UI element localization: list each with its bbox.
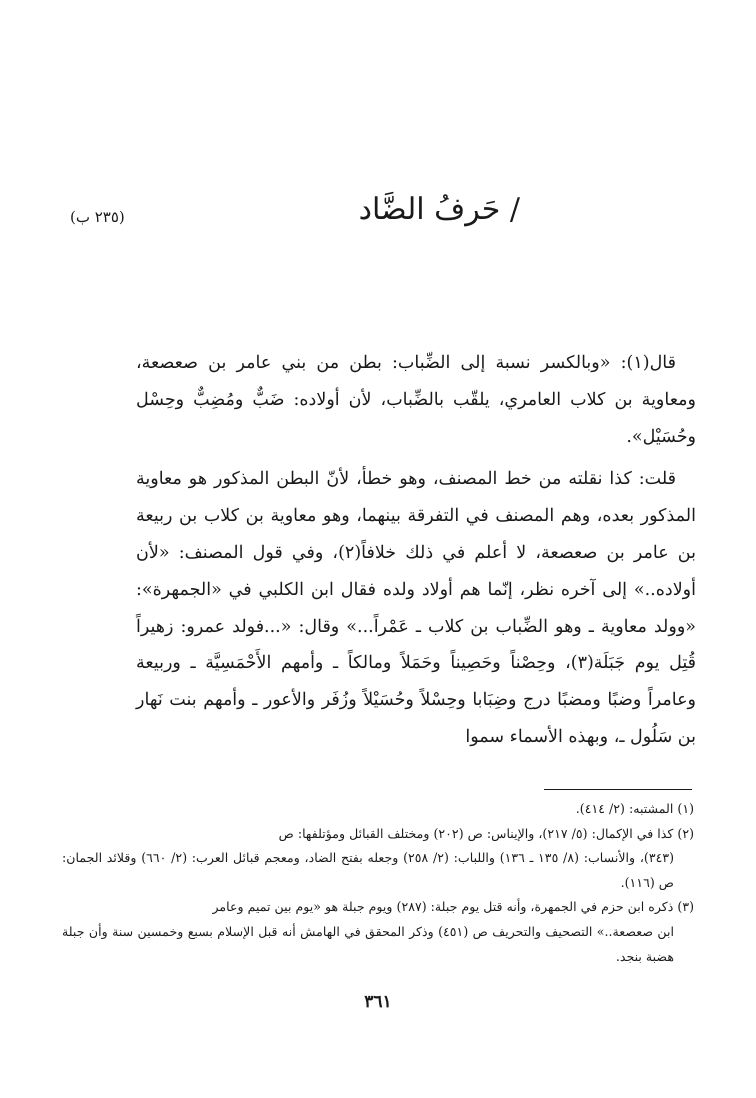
paragraph: قال(١): «وبالكسر نسبة إلى الضِّباب: بطن من بني عامر بن صعصعة، ومعاوية بن كلاب العامري، يلقّب بالضِّباب، لأن أولاده: ضَبٌّ ومُضِبٌّ وحِسْل وحُسَيْل».	[136, 353, 696, 447]
footnote-separator	[544, 789, 692, 790]
paragraph: قلت: كذا نقلته من خط المصنف، وهو خطأ، لأنّ البطن المذكور هو معاوية المذكور بعده، وهم المصنف في التفرقة بينهما، وهو معاوية بن كلاب بن ربيعة بن عامر بن صعصعة، لا أعلم في ذلك خلافاً(٢)، وفي قول المصنف: «لأن أولاده..» إلى آخره نظر، إنّما هم أولاد ولده فقال ابن الكلبي في «الجمهرة»: «وولد معاوية ـ وهو الضِّباب بن كلاب ـ عَمْراً...» وقال: «...فولد عمرو: زهيراً قُتِل يوم جَبَلَة(٣)، وحِصْناً وحَصِيناً وحَمَلاً ومالكاً ـ وأمهم الأَحْمَسِيَّة ـ وربيعة وعامراً وضبًا ومضبًا درج وضِبَابا وحِسْلاً وحُسَيْلاً وزُفَر والأعور ـ وأمهم بنت نَهار بن سَلُول ـ، وبهذه الأسماء سموا	[136, 469, 697, 747]
footnote: (٢) كذا في الإكمال: (٥/ ٢١٧)، والإيناس: ص (٢٠٢) ومختلف القبائل ومؤتلفها: ص	[278, 825, 694, 841]
chapter-title: / حَرفُ الضَّاد	[358, 192, 520, 227]
page-number: ٣٦١	[364, 992, 392, 1012]
manuscript-folio-reference: (٢٣٥ ب)	[70, 208, 125, 226]
footnotes	[62, 797, 694, 969]
footnote: (٣) ذكره ابن حزم في الجمهرة، وأنه قتل يوم جبلة: (٢٨٧) ويوم جبلة هو «يوم بين تميم وعامر	[212, 899, 694, 915]
page-header	[0, 188, 756, 248]
footnote-continuation: (٣٤٣)، والأنساب: (٨/ ١٣٥ ـ ١٣٦) واللباب: (٢/ ٢٥٨) وجعله بفتح الضاد، ومعجم قبائل العرب: (٢/ ٦٦٠) وقلائد الجمان: ص (١١٦).	[62, 850, 675, 890]
main-text	[136, 345, 696, 756]
footnote-continuation: ابن صعصعة..» التصحيف والتحريف ص (٤٥١) وذكر المحقق في الهامش أنه قبل الإسلام بسبع وخمسين سنة وأن جبلة هضبة بنجد.	[62, 923, 674, 964]
footnote: (١) المشتبه: (٢/ ٤١٤).	[575, 801, 694, 816]
